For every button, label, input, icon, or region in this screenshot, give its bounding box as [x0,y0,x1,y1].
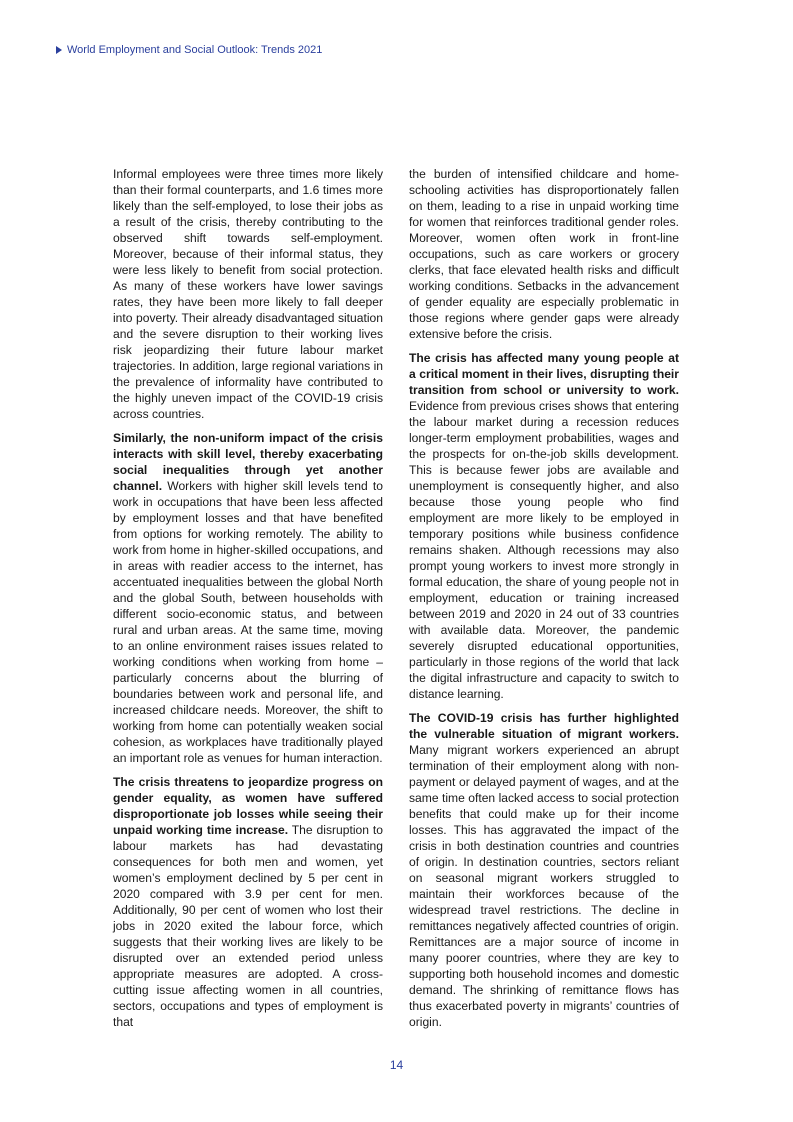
paragraph [113,774,383,1030]
right-column [409,166,679,1038]
paragraph-text: Evidence from previous crises shows that entering the labour market during a recession reduces longer-term employment probabilities, wages and the prospects for on-the-job skills development. This is because fewer jobs are available and unemployment is consequently higher, and also because those young people who find employment are more likely to be employed in temporary positions while business confidence remains shaken. Although recessions may also prompt young workers to invest more strongly in formal education, the share of young people not in employment, education or training increased between 2019 and 2020 in 24 out of 33 countries with available data. Moreover, the pandemic severely disrupted educational opportunities, particularly in those regions of the world that lack the digital infrastructure and capacity to switch to distance learning. [409,399,679,701]
paragraph [409,166,679,342]
paragraph-text: Workers with higher skill levels tend to work in occupations that have been less affected by employment losses and that have benefited from options for working remotely. The ability to work from home in higher-skilled occupations, and in areas with readier access to the internet, has accentuated inequalities between the global North and the global South, between households with different socio-economic status, and between rural and urban areas. At the same time, moving to an online environment raises issues related to working conditions when working from home – particularly concerns about the blurring of boundaries between work and personal life, and increased childcare needs. Moreover, the shift to working from home can potentially weaken social cohesion, as workplaces have traditionally played an important role as venues for human interaction. [113,479,383,765]
paragraph [113,166,383,422]
running-header-title: World Employment and Social Outlook: Trends 2021 [67,44,323,56]
paragraph-text: the burden of intensified childcare and home-schooling activities has disproportionately fallen on them, leading to a rise in unpaid working time for women that reinforces traditional gender roles. Moreover, women often work in front-line occupations, such as care workers or grocery clerks, that face elevated health risks and difficult working conditions. Setbacks in the advancement of gender equality are especially problematic in those regions where gender gaps were already extensive before the crisis. [409,167,679,341]
running-header [56,44,322,56]
paragraph [113,430,383,766]
paragraph-lead: The crisis threatens to jeopardize progress on gender equality, as women have suffered disproportionate job losses while seeing their unpaid working time increase. [113,775,383,837]
paragraph-text: Informal employees were three times more likely than their formal counterparts, and 1.6 times more likely than the self-employed, to lose their jobs as a result of the crisis, thereby contributing to the observed shift towards self-employment. Moreover, because of their informal status, they were less likely to benefit from social protection. As many of these workers have lower savings rates, they have been more likely to fall deeper into poverty. Their already disadvantaged situation and the severe disruption to their working lives risk jeopardizing their future labour market trajectories. In addition, large regional variations in the prevalence of informality have contributed to the highly uneven impact of the COVID-19 crisis across countries. [113,167,383,421]
paragraph [409,710,679,1030]
paragraph-lead: The crisis has affected many young people at a critical moment in their lives, disrupting their transition from school or university to work. [409,351,679,397]
triangle-bullet-icon [56,46,62,54]
paragraph-lead: Similarly, the non-uniform impact of the crisis interacts with skill level, thereby exacerbating social inequalities through yet another channel. [113,431,383,493]
paragraph-text: Many migrant workers experienced an abrupt termination of their employment along with non-payment or delayed payment of wages, and at the same time often lacked access to social protection benefits that could make up for their income losses. This has aggravated the impact of the crisis in both destination countries and countries of origin. In destination countries, sectors reliant on seasonal migrant workers struggled to maintain their workforces because of the widespread travel restrictions. The decline in remittances negatively affected countries of origin. Remittances are a major source of income in many poorer countries, where they are key to supporting both household incomes and domestic demand. The shrinking of remittance flows has thus exacerbated poverty in migrants’ countries of origin. [409,743,679,1029]
paragraph [409,350,679,702]
paragraph-text: The disruption to labour markets has had devastating consequences for both men and women, yet women’s employment declined by 5 per cent in 2020 compared with 3.9 per cent for men. Additionally, 90 per cent of women who lost their jobs in 2020 exited the labour force, which suggests that their working lives are likely to be disrupted over an extended period unless appropriate measures are adopted. A cross-cutting issue affecting women in all countries, sectors, occupations and types of employment is that [113,823,383,1029]
paragraph-lead: The COVID-19 crisis has further highlighted the vulnerable situation of migrant workers. [409,711,679,741]
page-number: 14 [389,1058,404,1072]
left-column [113,166,383,1038]
